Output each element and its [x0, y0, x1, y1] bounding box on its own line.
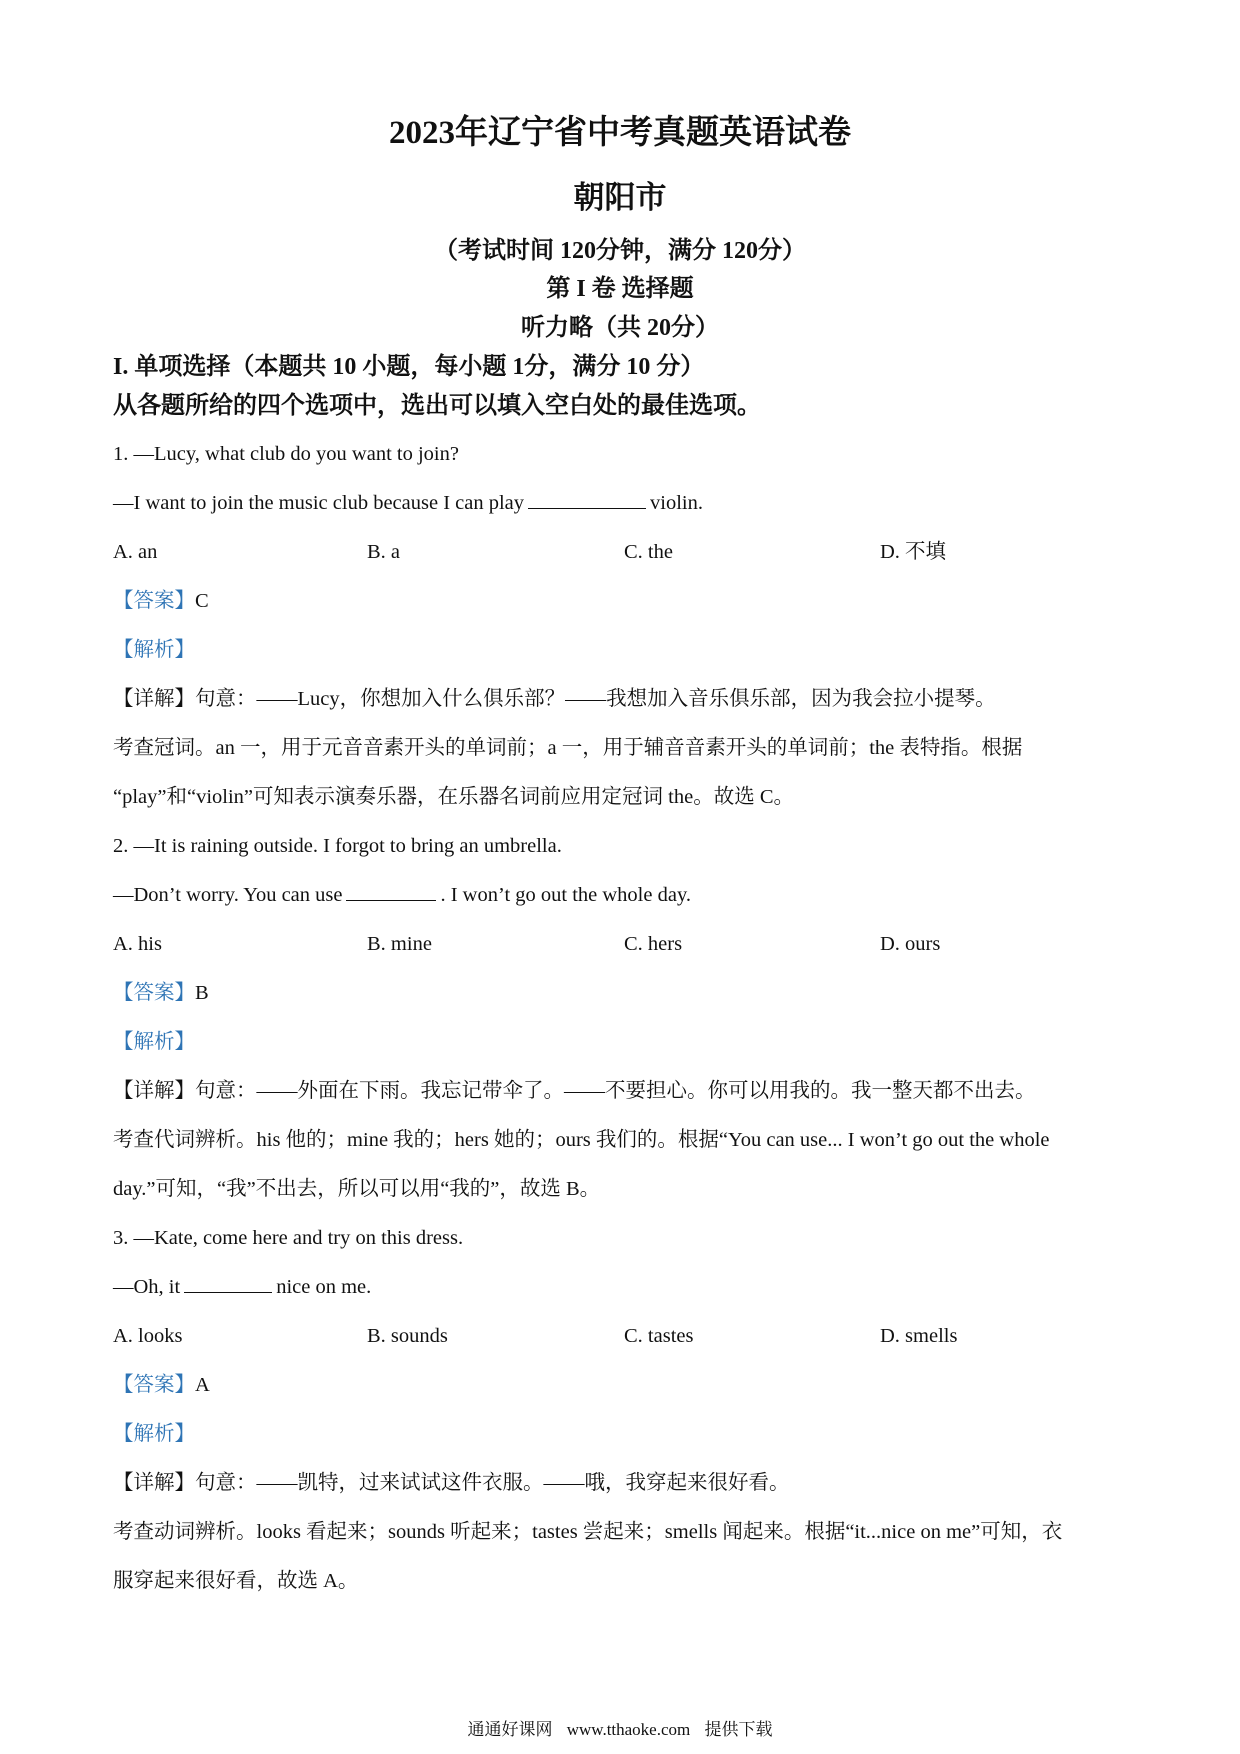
- answer-value: A: [195, 1374, 210, 1396]
- analysis-line: [113, 1410, 1133, 1459]
- question-blank-line: [113, 871, 1133, 920]
- stem-after-blank: violin.: [650, 492, 703, 514]
- answer-label: 【答案】: [113, 982, 195, 1004]
- option-a: A. an: [113, 541, 158, 563]
- explanation-line: 考查动词辨析。looks 看起来；sounds 听起来；tastes 尝起来；smells 闻起来。根据“it...nice on me”可知，衣: [113, 1521, 1063, 1543]
- question-1: [113, 430, 1133, 822]
- detail-line: [113, 1459, 1133, 1508]
- options-row: [113, 528, 1133, 577]
- footer-note: 提供下载: [704, 1720, 773, 1739]
- option-c: C. hers: [624, 933, 683, 955]
- option-d: D. 不填: [880, 541, 947, 563]
- detail-label: 【详解】: [113, 1080, 195, 1102]
- detail-text: 句意：——Lucy，你想加入什么俱乐部？——我想加入音乐俱乐部，因为我会拉小提琴。: [195, 688, 996, 710]
- option-b: B. sounds: [367, 1325, 448, 1347]
- option-a: A. his: [113, 933, 162, 955]
- question-blank-line: [113, 1263, 1133, 1312]
- stem-after-blank: nice on me.: [276, 1276, 372, 1298]
- explanation-line: “play”和“violin”可知表示演奏乐器，在乐器名词前应用定冠词 the。故选 C。: [113, 786, 794, 808]
- answer-line: [113, 969, 1133, 1018]
- city-subtitle: 朝阳市: [573, 180, 667, 215]
- answer-label: 【答案】: [113, 1374, 195, 1396]
- exam-info: （考试时间 120分钟，满分 120分）: [434, 238, 806, 264]
- detail-text: 句意：——外面在下雨。我忘记带伞了。——不要担心。你可以用我的。我一整天都不出去。: [195, 1080, 1036, 1102]
- stem-before-blank: —Oh, it: [113, 1276, 181, 1298]
- listening-note: 听力略（共 20分）: [521, 315, 719, 341]
- options-row: [113, 1312, 1133, 1361]
- question-stem: 2. —It is raining outside. I forgot to bring an umbrella.: [113, 835, 562, 857]
- analysis-label: 【解析】: [113, 1031, 195, 1053]
- answer-blank: [346, 882, 436, 901]
- answer-line: [113, 1361, 1133, 1410]
- detail-label: 【详解】: [113, 688, 195, 710]
- detail-line: [113, 1067, 1133, 1116]
- page-footer: [0, 1715, 1240, 1740]
- analysis-label: 【解析】: [113, 639, 195, 661]
- answer-blank: [184, 1274, 272, 1293]
- volume-heading: 第 I 卷 选择题: [546, 276, 694, 302]
- option-d: D. ours: [880, 933, 941, 955]
- question-2: [113, 822, 1133, 1214]
- answer-label: 【答案】: [113, 590, 195, 612]
- option-b: B. a: [367, 541, 401, 563]
- option-d: D. smells: [880, 1325, 958, 1347]
- analysis-line: [113, 1018, 1133, 1067]
- question-list: [113, 430, 1133, 1606]
- question-3: [113, 1214, 1133, 1606]
- page-title: 2023年辽宁省中考真题英语试卷: [389, 115, 851, 151]
- explanation-line: 服穿起来很好看，故选 A。: [113, 1570, 359, 1592]
- detail-label: 【详解】: [113, 1472, 195, 1494]
- options-row: [113, 920, 1133, 969]
- question-blank-line: [113, 479, 1133, 528]
- option-a: A. looks: [113, 1325, 183, 1347]
- answer-value: C: [195, 590, 209, 612]
- detail-line: [113, 675, 1133, 724]
- section-title: I. 单项选择（本题共 10 小题，每小题 1分，满分 10 分）: [113, 354, 705, 380]
- answer-value: B: [195, 982, 209, 1004]
- option-c: C. tastes: [624, 1325, 694, 1347]
- option-c: C. the: [624, 541, 673, 563]
- explanation-line: 考查冠词。an 一，用于元音音素开头的单词前；a 一，用于辅音音素开头的单词前；the 表特指。根据: [113, 737, 1023, 759]
- analysis-line: [113, 626, 1133, 675]
- footer-url[interactable]: www.tthaoke.com: [566, 1720, 691, 1739]
- answer-line: [113, 577, 1133, 626]
- question-stem: 1. —Lucy, what club do you want to join?: [113, 443, 459, 465]
- answer-blank: [528, 490, 646, 509]
- explanation-line: 考查代词辨析。his 他的；mine 我的；hers 她的；ours 我们的。根据“You can use... I won’t go out the whole: [113, 1129, 1050, 1151]
- detail-text: 句意：——凯特，过来试试这件衣服。——哦，我穿起来很好看。: [195, 1472, 790, 1494]
- option-b: B. mine: [367, 933, 432, 955]
- stem-after-blank: . I won’t go out the whole day.: [440, 884, 691, 906]
- stem-before-blank: —Don’t worry. You can use: [113, 884, 343, 906]
- footer-site-name: 通通好课网: [467, 1720, 553, 1739]
- analysis-label: 【解析】: [113, 1423, 195, 1445]
- section-instruction: 从各题所给的四个选项中，选出可以填入空白处的最佳选项。: [113, 393, 761, 419]
- question-stem: 3. —Kate, come here and try on this dress.: [113, 1227, 464, 1249]
- explanation-line: day.”可知，“我”不出去，所以可以用“我的”，故选 B。: [113, 1178, 601, 1200]
- stem-before-blank: —I want to join the music club because I can play: [113, 492, 525, 514]
